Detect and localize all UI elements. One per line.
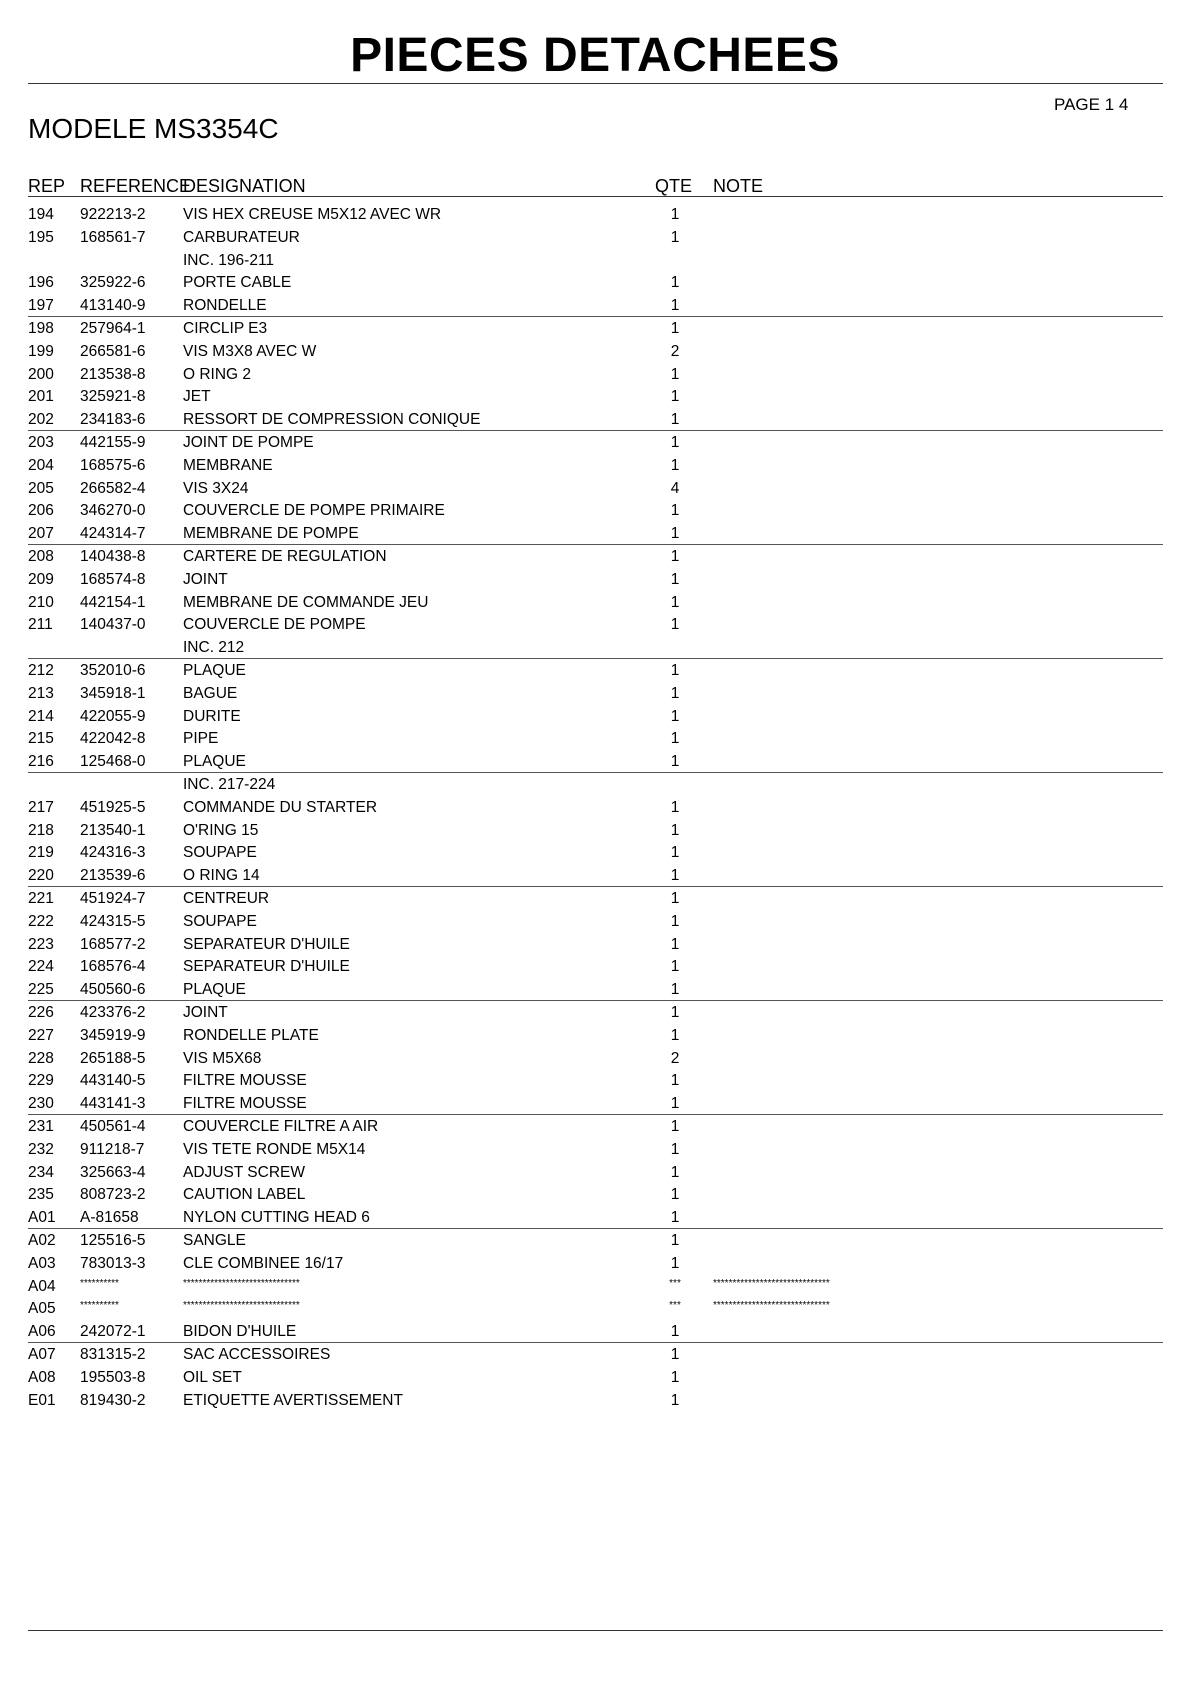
table-row xyxy=(0,1343,1190,1366)
cell-des: CARBURATEUR xyxy=(183,228,300,246)
cell-rep: 211 xyxy=(28,616,53,634)
cell-rep: 194 xyxy=(28,206,54,223)
table-row xyxy=(0,1161,1190,1184)
cell-qte: 1 xyxy=(670,798,680,816)
cell-des: RESSORT DE COMPRESSION CONIQUE xyxy=(183,411,481,429)
cell-ref: 325922-6 xyxy=(80,274,146,292)
cell-ref: 808723-2 xyxy=(80,1186,146,1204)
table-row xyxy=(0,841,1190,864)
cell-des: BIDON D'HUILE xyxy=(183,1323,297,1341)
header-rule xyxy=(28,196,1163,197)
cell-ref: 266581-6 xyxy=(80,342,146,360)
header-note: NOTE xyxy=(713,176,764,196)
cell-ref: 413140-9 xyxy=(80,297,146,315)
cell-ref: 443140-5 xyxy=(80,1072,146,1090)
cell-rep: 202 xyxy=(28,411,54,429)
cell-rep: 214 xyxy=(28,707,54,725)
cell-des: VIS M5X68 xyxy=(183,1049,262,1067)
cell-rep: 213 xyxy=(28,684,54,702)
cell-qte: 1 xyxy=(670,981,680,999)
cell-qte: 1 xyxy=(670,388,680,406)
cell-qte: 1 xyxy=(670,456,680,474)
cell-ref: 213538-8 xyxy=(80,365,146,383)
cell-rep: 207 xyxy=(28,525,54,543)
cell-rep: 235 xyxy=(28,1186,54,1204)
table-row xyxy=(0,1389,1190,1412)
cell-rep: 200 xyxy=(28,365,54,383)
cell-qte: 2 xyxy=(670,1049,680,1067)
cell-des: JOINT xyxy=(183,570,228,588)
cell-rep: 228 xyxy=(28,1049,54,1067)
cell-qte: 1 xyxy=(670,593,680,611)
cell-rep: 205 xyxy=(28,479,54,497)
cell-rep: 229 xyxy=(28,1072,54,1090)
table-row xyxy=(0,1320,1190,1343)
cell-ref: 234183-6 xyxy=(80,411,146,429)
cell-qte: 1 xyxy=(670,228,680,246)
cell-rep: 218 xyxy=(28,821,54,839)
cell-ref: 266582-4 xyxy=(80,479,146,497)
cell-qte: 1 xyxy=(670,548,680,565)
cell-des: OIL SET xyxy=(183,1368,242,1386)
table-row xyxy=(0,363,1190,386)
cell-ref: 911218-7 xyxy=(80,1140,145,1158)
cell-qte: 1 xyxy=(670,570,680,588)
cell-ref: 922213-2 xyxy=(80,206,146,223)
cell-rep: 230 xyxy=(28,1095,54,1113)
cell-rep: 206 xyxy=(28,502,54,520)
cell-des: VIS 3X24 xyxy=(183,479,249,497)
cell-des: VIS M3X8 AVEC W xyxy=(183,342,317,360)
cell-rep: 201 xyxy=(28,388,54,406)
cell-des: PIPE xyxy=(183,730,219,748)
table-row xyxy=(0,796,1190,819)
cell-des: RONDELLE xyxy=(183,297,267,315)
cell-ref: 325663-4 xyxy=(80,1163,146,1181)
table-row xyxy=(0,978,1190,1001)
cell-rep: 225 xyxy=(28,981,54,999)
table-row xyxy=(0,613,1190,636)
table-row xyxy=(0,1001,1190,1024)
cell-qte: 1 xyxy=(670,890,680,907)
cell-qte: 1 xyxy=(670,1232,680,1249)
cell-ref: 168576-4 xyxy=(80,958,146,976)
cell-qte: 1 xyxy=(670,730,680,748)
cell-des: ETIQUETTE AVERTISSEMENT xyxy=(183,1391,403,1409)
cell-qte: 1 xyxy=(670,707,680,725)
cell-qte: 1 xyxy=(670,1209,680,1227)
cell-qte: 1 xyxy=(670,1254,680,1272)
cell-ref: 345918-1 xyxy=(80,684,146,702)
cell-rep: 199 xyxy=(28,342,54,360)
cell-ref: ********** xyxy=(80,1277,119,1289)
cell-rep: 232 xyxy=(28,1140,54,1158)
cell-qte: 1 xyxy=(670,1140,680,1158)
cell-des: ****************************** xyxy=(183,1300,300,1312)
cell-rep: 204 xyxy=(28,456,54,474)
cell-des: VIS TETE RONDE M5X14 xyxy=(183,1140,366,1158)
cell-rep: A02 xyxy=(28,1232,56,1249)
table-row xyxy=(0,887,1190,910)
cell-rep: 223 xyxy=(28,935,54,953)
cell-rep: 195 xyxy=(28,228,54,246)
cell-qte: 2 xyxy=(670,342,680,360)
cell-ref: 450560-6 xyxy=(80,981,146,999)
cell-ref: ********** xyxy=(80,1300,119,1312)
cell-qte: 1 xyxy=(670,1323,680,1341)
cell-rep: 209 xyxy=(28,570,54,588)
cell-ref: 168574-8 xyxy=(80,570,146,588)
cell-des: PORTE CABLE xyxy=(183,274,292,292)
title-rule xyxy=(28,83,1163,84)
cell-qte: 1 xyxy=(670,958,680,976)
cell-qte: 1 xyxy=(670,821,680,839)
table-row xyxy=(0,1138,1190,1161)
cell-rep: E01 xyxy=(28,1391,56,1409)
table-row xyxy=(0,431,1190,454)
cell-ref: 168577-2 xyxy=(80,935,146,953)
table-row xyxy=(0,271,1190,294)
cell-ref: 213540-1 xyxy=(80,821,146,839)
cell-ref: 424316-3 xyxy=(80,844,146,862)
table-row xyxy=(0,659,1190,682)
cell-rep: A07 xyxy=(28,1346,56,1363)
cell-ref: 168575-6 xyxy=(80,456,146,474)
cell-rep: A05 xyxy=(28,1300,56,1318)
cell-rep: 208 xyxy=(28,548,54,565)
cell-rep: 217 xyxy=(28,798,54,816)
cell-qte: 1 xyxy=(670,411,680,429)
table-row xyxy=(0,682,1190,705)
cell-qte: 1 xyxy=(670,1163,680,1181)
table-row xyxy=(0,1366,1190,1389)
cell-qte: 1 xyxy=(670,662,680,679)
table-row xyxy=(0,750,1190,773)
cell-des: CARTERE DE REGULATION xyxy=(183,548,387,565)
cell-des: COUVERCLE DE POMPE xyxy=(183,616,366,634)
cell-rep: 227 xyxy=(28,1026,54,1044)
table-row xyxy=(0,226,1190,249)
cell-ref: 424315-5 xyxy=(80,912,146,930)
table-row xyxy=(0,591,1190,614)
cell-ref: 140437-0 xyxy=(80,616,146,634)
cell-qte: 1 xyxy=(670,1186,680,1204)
cell-des: CIRCLIP E3 xyxy=(183,320,268,337)
table-row xyxy=(0,1024,1190,1047)
cell-ref: 424314-7 xyxy=(80,525,146,543)
cell-ref: 346270-0 xyxy=(80,502,146,520)
cell-rep: 222 xyxy=(28,912,54,930)
table-row xyxy=(0,568,1190,591)
cell-des: O RING 14 xyxy=(183,867,260,885)
model-name: MODELE MS3354C xyxy=(28,113,279,144)
header-reference: REFERENCE xyxy=(80,176,192,196)
cell-qte: *** xyxy=(669,1277,681,1289)
cell-ref: 831315-2 xyxy=(80,1346,146,1363)
cell-rep: 203 xyxy=(28,434,54,451)
cell-des: VIS HEX CREUSE M5X12 AVEC WR xyxy=(183,206,442,223)
footer-rule xyxy=(28,1630,1163,1631)
cell-rep: A03 xyxy=(28,1254,56,1272)
cell-des: SEPARATEUR D'HUILE xyxy=(183,958,350,976)
cell-qte: 4 xyxy=(670,479,680,497)
cell-des: INC. 196-211 xyxy=(183,251,275,269)
cell-qte: 1 xyxy=(670,616,680,634)
cell-ref: 325921-8 xyxy=(80,388,146,406)
table-row xyxy=(0,1115,1190,1138)
table-row xyxy=(0,1252,1190,1275)
cell-rep: 234 xyxy=(28,1163,54,1181)
table-row xyxy=(0,522,1190,545)
cell-des: PLAQUE xyxy=(183,981,246,999)
cell-des: COUVERCLE DE POMPE PRIMAIRE xyxy=(183,502,445,520)
cell-des: MEMBRANE DE COMMANDE JEU xyxy=(183,593,429,611)
cell-qte: 1 xyxy=(670,1346,680,1363)
cell-rep: 221 xyxy=(28,890,54,907)
table-row xyxy=(0,955,1190,978)
cell-qte: 1 xyxy=(670,502,680,520)
cell-rep: 224 xyxy=(28,958,54,976)
table-row xyxy=(0,1297,1190,1320)
cell-des: SANGLE xyxy=(183,1232,246,1249)
cell-des: O'RING 15 xyxy=(183,821,259,839)
cell-qte: 1 xyxy=(670,274,680,292)
cell-ref: 783013-3 xyxy=(80,1254,146,1272)
cell-des: COUVERCLE FILTRE A AIR xyxy=(183,1118,379,1135)
cell-rep: 210 xyxy=(28,593,54,611)
cell-des: JOINT xyxy=(183,1004,228,1021)
table-row xyxy=(0,385,1190,408)
table-row xyxy=(0,499,1190,522)
cell-qte: 1 xyxy=(670,1026,680,1044)
cell-des: JET xyxy=(183,388,211,406)
cell-des: PLAQUE xyxy=(183,753,246,771)
cell-rep: A08 xyxy=(28,1368,56,1386)
cell-note: ****************************** xyxy=(713,1300,830,1312)
cell-rep: 215 xyxy=(28,730,54,748)
cell-des: SEPARATEUR D'HUILE xyxy=(183,935,350,953)
cell-ref: 442155-9 xyxy=(80,434,146,451)
cell-ref: 257964-1 xyxy=(80,320,146,337)
cell-rep: 219 xyxy=(28,844,54,862)
cell-des: CLE COMBINEE 16/17 xyxy=(183,1254,344,1272)
table-row xyxy=(0,408,1190,431)
cell-ref: 352010-6 xyxy=(80,662,146,679)
cell-qte: 1 xyxy=(670,434,680,451)
table-row xyxy=(0,864,1190,887)
cell-qte: 1 xyxy=(670,844,680,862)
table-row xyxy=(0,1275,1190,1298)
table-row xyxy=(0,773,1190,796)
table-row xyxy=(0,1092,1190,1115)
cell-des: BAGUE xyxy=(183,684,238,702)
cell-ref: 423376-2 xyxy=(80,1004,146,1021)
cell-ref: 345919-9 xyxy=(80,1026,146,1044)
cell-des: INC. 217-224 xyxy=(183,776,276,793)
cell-ref: 242072-1 xyxy=(80,1323,146,1341)
cell-des: MEMBRANE DE POMPE xyxy=(183,525,359,543)
cell-des: PLAQUE xyxy=(183,662,246,679)
cell-rep: 220 xyxy=(28,867,54,885)
cell-ref: 195503-8 xyxy=(80,1368,146,1386)
cell-note: ****************************** xyxy=(713,1277,830,1289)
cell-rep: 226 xyxy=(28,1004,54,1021)
table-row xyxy=(0,727,1190,750)
table-row xyxy=(0,249,1190,272)
cell-des: FILTRE MOUSSE xyxy=(183,1072,307,1090)
cell-ref: 443141-3 xyxy=(80,1095,146,1113)
cell-qte: 1 xyxy=(670,525,680,543)
cell-rep: 216 xyxy=(28,753,54,771)
cell-ref: 451925-5 xyxy=(80,798,146,816)
cell-des: RONDELLE PLATE xyxy=(183,1026,319,1044)
cell-ref: 140438-8 xyxy=(80,548,146,565)
cell-ref: 422042-8 xyxy=(80,730,146,748)
header-designation: DESIGNATION xyxy=(183,176,306,196)
cell-rep: 198 xyxy=(28,320,54,337)
cell-des: SAC ACCESSOIRES xyxy=(183,1346,331,1363)
cell-des: MEMBRANE xyxy=(183,456,273,474)
cell-ref: 125516-5 xyxy=(80,1232,146,1249)
cell-qte: 1 xyxy=(670,297,680,315)
cell-qte: 1 xyxy=(670,1095,680,1113)
cell-qte: 1 xyxy=(670,935,680,953)
table-row xyxy=(0,1047,1190,1070)
cell-des: DURITE xyxy=(183,707,241,725)
table-row xyxy=(0,203,1190,226)
cell-des: INC. 212 xyxy=(183,639,245,657)
cell-ref: 450561-4 xyxy=(80,1118,146,1135)
table-row xyxy=(0,705,1190,728)
cell-qte: 1 xyxy=(670,867,680,885)
table-row xyxy=(0,1206,1190,1229)
cell-des: COMMANDE DU STARTER xyxy=(183,798,378,816)
table-row xyxy=(0,317,1190,340)
cell-ref: 265188-5 xyxy=(80,1049,146,1067)
cell-ref: 213539-6 xyxy=(80,867,146,885)
cell-ref: A-81658 xyxy=(80,1209,139,1227)
cell-des: NYLON CUTTING HEAD 6 xyxy=(183,1209,370,1227)
cell-rep: A01 xyxy=(28,1209,56,1227)
table-row xyxy=(0,477,1190,500)
cell-qte: 1 xyxy=(670,1072,680,1090)
cell-rep: 197 xyxy=(28,297,54,315)
table-row xyxy=(0,454,1190,477)
cell-rep: 231 xyxy=(28,1118,54,1135)
cell-qte: *** xyxy=(669,1300,681,1312)
cell-ref: 422055-9 xyxy=(80,707,146,725)
cell-qte: 1 xyxy=(670,206,680,223)
table-row xyxy=(0,1229,1190,1252)
table-row xyxy=(0,636,1190,659)
cell-qte: 1 xyxy=(670,912,680,930)
cell-des: ****************************** xyxy=(183,1277,300,1289)
cell-qte: 1 xyxy=(670,1118,680,1135)
cell-des: CENTREUR xyxy=(183,890,270,907)
cell-des: ADJUST SCREW xyxy=(183,1163,306,1181)
cell-rep: A06 xyxy=(28,1323,56,1341)
cell-des: SOUPAPE xyxy=(183,912,257,930)
table-row xyxy=(0,933,1190,956)
cell-rep: 212 xyxy=(28,662,54,679)
table-row xyxy=(0,1069,1190,1092)
cell-ref: 125468-0 xyxy=(80,753,146,771)
cell-ref: 168561-7 xyxy=(80,228,146,246)
table-row xyxy=(0,910,1190,933)
cell-rep: 196 xyxy=(28,274,54,292)
cell-qte: 1 xyxy=(670,320,680,337)
cell-rep: A04 xyxy=(28,1277,56,1295)
cell-qte: 1 xyxy=(670,684,680,702)
cell-qte: 1 xyxy=(670,1004,680,1021)
header-rep: REP xyxy=(28,176,66,196)
table-row xyxy=(0,340,1190,363)
cell-des: O RING 2 xyxy=(183,365,252,383)
cell-qte: 1 xyxy=(670,365,680,383)
cell-ref: 442154-1 xyxy=(80,593,146,611)
cell-des: FILTRE MOUSSE xyxy=(183,1095,307,1113)
header-qte: QTE xyxy=(655,176,693,196)
page-number: PAGE 1 4 xyxy=(1054,95,1129,114)
cell-qte: 1 xyxy=(670,1391,680,1409)
cell-des: CAUTION LABEL xyxy=(183,1186,306,1204)
table-row xyxy=(0,545,1190,568)
cell-qte: 1 xyxy=(670,1368,680,1386)
cell-ref: 451924-7 xyxy=(80,890,146,907)
table-row xyxy=(0,294,1190,317)
cell-des: SOUPAPE xyxy=(183,844,257,862)
page-title: PIECES DETACHEES xyxy=(350,29,840,82)
cell-qte: 1 xyxy=(670,753,680,771)
cell-des: JOINT DE POMPE xyxy=(183,434,314,451)
table-row xyxy=(0,819,1190,842)
cell-ref: 819430-2 xyxy=(80,1391,146,1409)
table-row xyxy=(0,1183,1190,1206)
